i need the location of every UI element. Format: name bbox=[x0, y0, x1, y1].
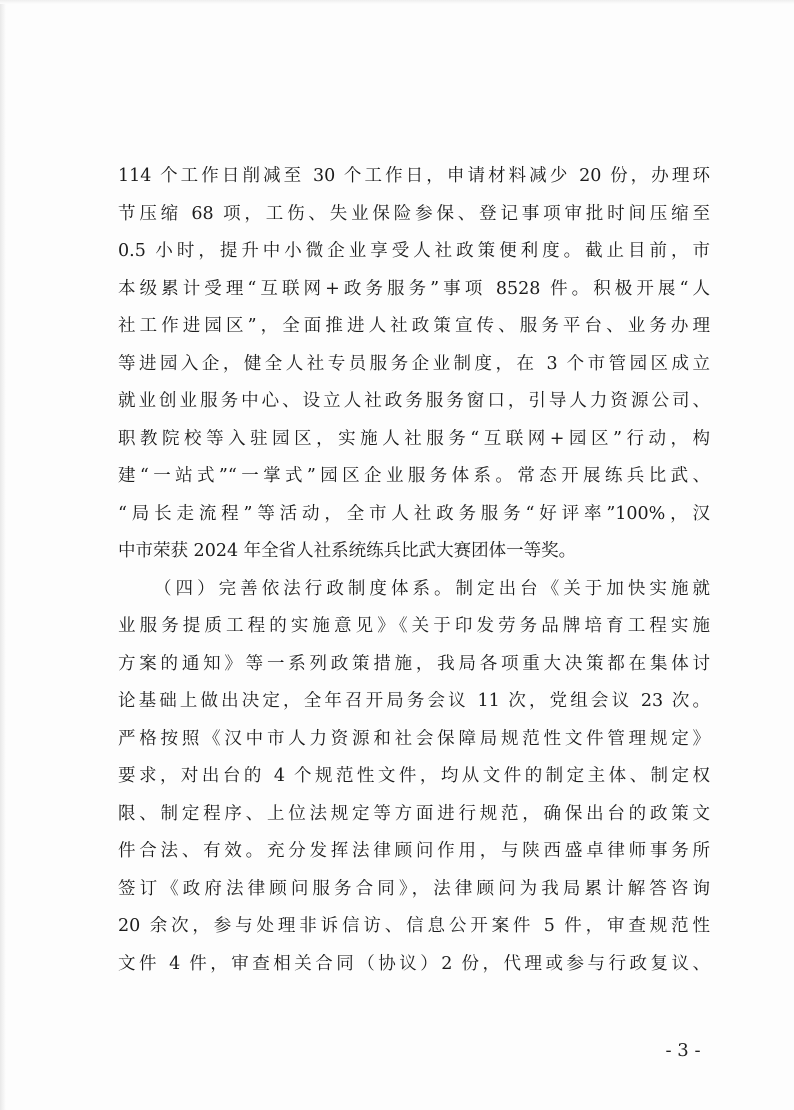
scan-edge-top bbox=[0, 0, 794, 4]
text-line: 0.5 小时，提升中小微企业享受人社政策便利度。截止目前，市 bbox=[118, 241, 710, 261]
text-line: 建“一站式”“一掌式”园区企业服务体系。常态开展练兵比武、 bbox=[118, 466, 710, 486]
text-line: 中市荣获 2024 年全省人社系统练兵比武大赛团体一等奖。 bbox=[118, 541, 577, 561]
text-line: 20 余次，参与处理非诉信访、信息公开案件 5 件，审查规范性 bbox=[118, 916, 710, 936]
text-line: 文件 4 件，审查相关合同（协议）2 份，代理或参与行政复议、 bbox=[118, 953, 710, 974]
text-line: 要求，对出台的 4 个规范性文件，均从文件的制定主体、制定权 bbox=[118, 766, 710, 786]
text-line: 限、制定程序、上位法规定等方面进行规范，确保出台的政策文 bbox=[118, 803, 710, 824]
text-line: 论基础上做出决定，全年召开局务会议 11 次，党组会议 23 次。 bbox=[118, 691, 710, 711]
text-line: 签订《政府法律顾问服务合同》，法律顾问为我局累计解答咨询 bbox=[118, 878, 710, 899]
scan-edge-left bbox=[0, 0, 6, 1110]
text-line: 严格按照《汉中市人力资源和社会保障局规范性文件管理规定》 bbox=[118, 728, 710, 749]
text-line: 本级累计受理“互联网+政务服务”事项 8528 件。积极开展“人 bbox=[118, 278, 710, 299]
text-line: 114 个工作日削减至 30 个工作日，申请材料减少 20 份，办理环 bbox=[118, 166, 710, 186]
text-line: 社工作进园区”，全面推进人社政策宣传、服务平台、业务办理 bbox=[118, 316, 710, 336]
text-line: 节压缩 68 项，工伤、失业保险参保、登记事项审批时间压缩至 bbox=[118, 203, 710, 224]
body-text bbox=[118, 158, 710, 983]
text-line: 业服务提质工程的实施意见》《关于印发劳务品牌培育工程实施 bbox=[118, 616, 710, 636]
text-line: 等进园入企，健全人社专员服务企业制度，在 3 个市管园区成立 bbox=[118, 353, 710, 374]
text-line: “局长走流程”等活动，全市人社政务服务“好评率”100%，汉 bbox=[118, 503, 710, 524]
section-heading-line: （四）完善依法行政制度体系。制定出台《关于加快实施就 bbox=[154, 578, 710, 599]
text-line: 就业创业服务中心、设立人社政务服务窗口，引导人力资源公司、 bbox=[118, 391, 710, 411]
text-line: 件合法、有效。充分发挥法律顾问作用，与陕西盛卓律师事务所 bbox=[118, 841, 710, 861]
text-line: 职教院校等入驻园区，实施人社服务“互联网+园区”行动，构 bbox=[118, 428, 710, 449]
text-line: 方案的通知》等一系列政策措施，我局各项重大决策都在集体讨 bbox=[118, 653, 710, 674]
page-number: - 3 - bbox=[665, 1040, 701, 1061]
